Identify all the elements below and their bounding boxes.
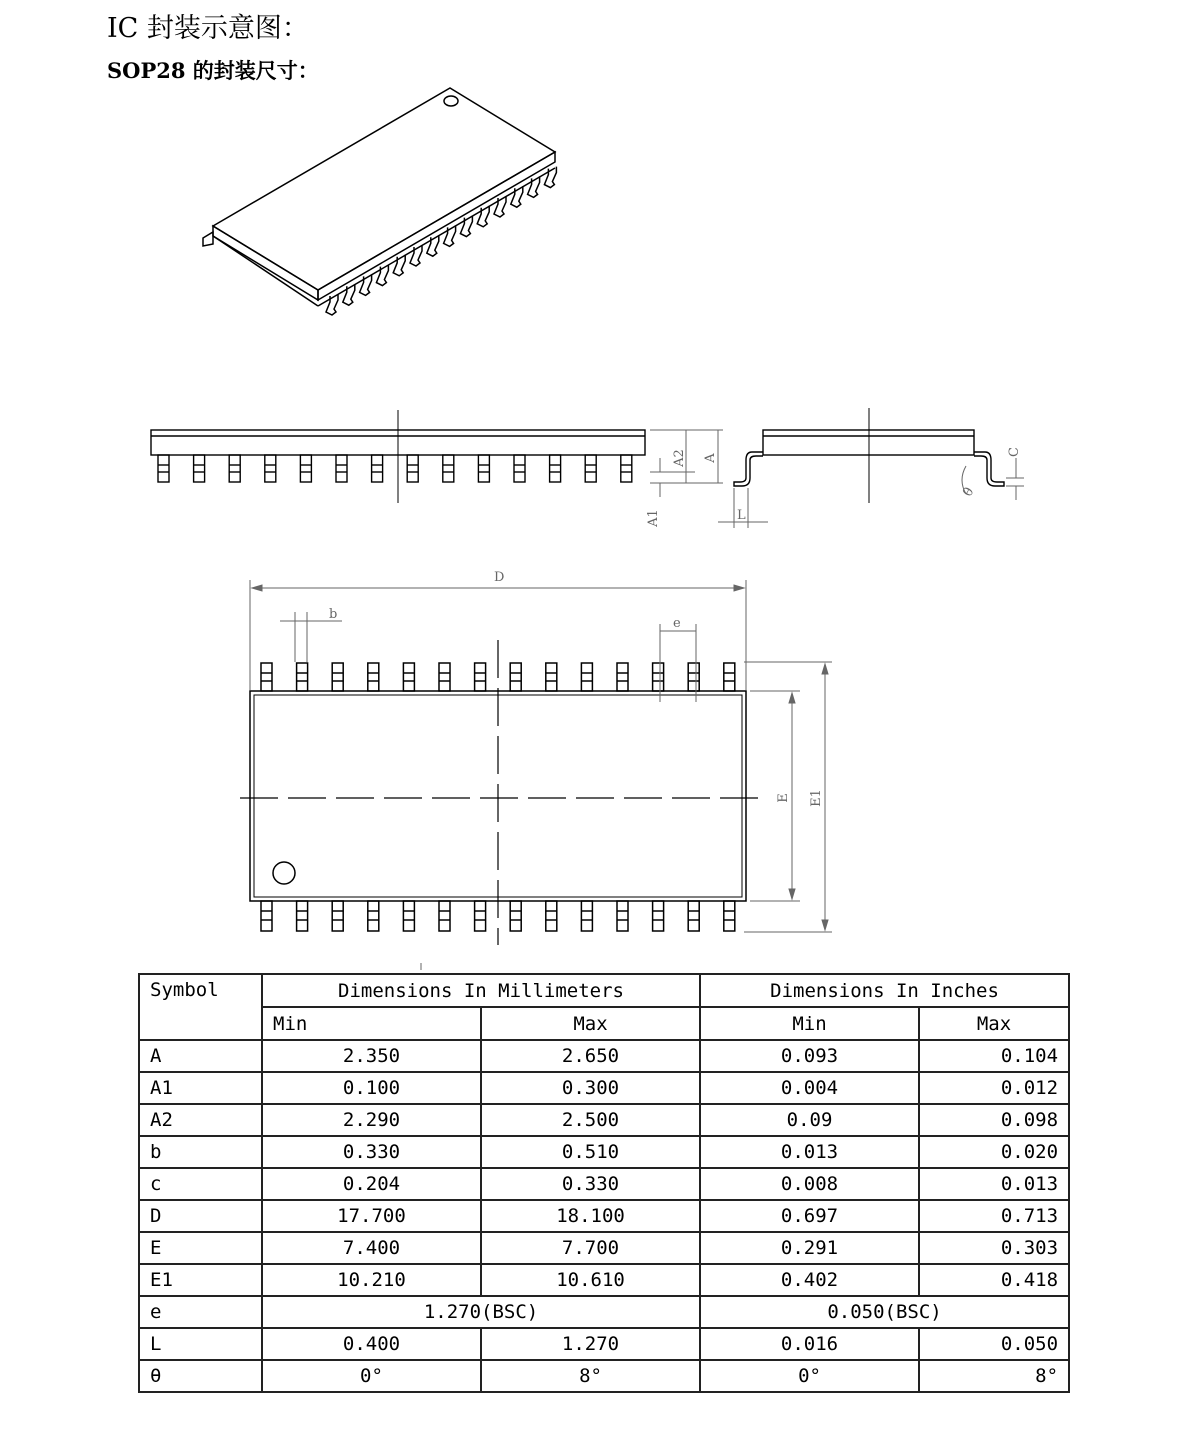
iso-pin1-dot xyxy=(444,96,458,106)
mm-min-cell: 2.290 xyxy=(262,1104,481,1136)
symbol-cell: E1 xyxy=(139,1264,262,1296)
inch-max-cell: 0.418 xyxy=(919,1264,1069,1296)
symbol-cell: A xyxy=(139,1040,262,1072)
symbol-cell: A2 xyxy=(139,1104,262,1136)
end-view-left-lead xyxy=(734,452,763,486)
inch-max-cell: 0.013 xyxy=(919,1168,1069,1200)
inch-min-cell: 0.697 xyxy=(700,1200,919,1232)
top-lead-lower xyxy=(403,901,414,931)
top-lead-upper xyxy=(510,663,521,691)
top-lead-upper xyxy=(653,663,664,691)
top-lead-lower xyxy=(617,901,628,931)
symbol-cell: e xyxy=(139,1296,262,1328)
mm-min-cell: 10.210 xyxy=(262,1264,481,1296)
mm-min-cell: 0.400 xyxy=(262,1328,481,1360)
symbol-cell: D xyxy=(139,1200,262,1232)
table-row xyxy=(139,1328,1069,1360)
top-lead-lower xyxy=(368,901,379,931)
iso-left-tab xyxy=(203,232,213,246)
mm-max-cell: 10.610 xyxy=(481,1264,700,1296)
table-row xyxy=(139,1072,1069,1104)
label-a1: A1 xyxy=(646,509,661,527)
top-lead-upper xyxy=(439,663,450,691)
label-e-body: E xyxy=(776,793,791,803)
top-lead-lower xyxy=(475,901,486,931)
mm-max-header: Max xyxy=(481,1007,700,1040)
symbol-cell: c xyxy=(139,1168,262,1200)
symbol-cell: θ xyxy=(139,1360,262,1392)
side-lead xyxy=(443,455,454,482)
mm-max-cell: 8° xyxy=(481,1360,700,1392)
iso-body-front-face xyxy=(318,152,555,300)
inch-max-cell: 0.104 xyxy=(919,1040,1069,1072)
mm-max-cell: 7.700 xyxy=(481,1232,700,1264)
side-lead xyxy=(158,455,169,482)
inch-max-cell: 0.012 xyxy=(919,1072,1069,1104)
mm-min-cell: 0.100 xyxy=(262,1072,481,1104)
inch-max-cell: 0.050 xyxy=(919,1328,1069,1360)
dimension-table xyxy=(138,973,1070,1393)
iso-lead xyxy=(494,196,506,217)
page-title: IC 封装示意图： xyxy=(107,13,309,44)
inch-min-cell: 0.013 xyxy=(700,1136,919,1168)
side-lead xyxy=(585,455,596,482)
top-lead-lower xyxy=(510,901,521,931)
mm-min-cell: 0° xyxy=(262,1360,481,1392)
top-lead-upper xyxy=(581,663,592,691)
top-lead-upper xyxy=(261,663,272,691)
inch-max-cell: 8° xyxy=(919,1360,1069,1392)
mm-min-cell: 0.204 xyxy=(262,1168,481,1200)
inch-max-cell: 0.020 xyxy=(919,1136,1069,1168)
inch-header: Dimensions In Inches xyxy=(700,974,1069,1007)
mm-min-header: Min xyxy=(262,1007,481,1040)
top-lead-upper xyxy=(403,663,414,691)
mm-bsc-cell: 1.270(BSC) xyxy=(262,1296,700,1328)
top-view xyxy=(240,640,758,945)
label-c: C xyxy=(1007,447,1022,457)
iso-lead xyxy=(528,176,540,197)
iso-body-left-face xyxy=(213,226,318,300)
mm-max-cell: 1.270 xyxy=(481,1328,700,1360)
label-e1: E1 xyxy=(809,789,824,807)
iso-lead xyxy=(511,186,523,207)
iso-body-top xyxy=(213,88,555,290)
label-a: A xyxy=(703,453,718,463)
mm-min-cell: 2.350 xyxy=(262,1040,481,1072)
symbol-cell: A1 xyxy=(139,1072,262,1104)
iso-body-base-left xyxy=(213,236,318,306)
table-row xyxy=(139,1040,1069,1072)
label-l: L xyxy=(737,508,746,523)
table-row xyxy=(139,1168,1069,1200)
end-view-right-lead xyxy=(974,452,1004,486)
mm-max-cell: 0.510 xyxy=(481,1136,700,1168)
top-lead-lower xyxy=(332,901,343,931)
label-d: D xyxy=(494,570,505,585)
side-view-leads xyxy=(158,455,632,482)
symbol-cell: b xyxy=(139,1136,262,1168)
pin1-marker xyxy=(273,862,295,884)
inch-max-header: Max xyxy=(919,1007,1069,1040)
top-lead-upper xyxy=(332,663,343,691)
top-lead-lower xyxy=(297,901,308,931)
top-lead-upper xyxy=(546,663,557,691)
inch-min-cell: 0.291 xyxy=(700,1232,919,1264)
side-lead xyxy=(514,455,525,482)
label-e-pitch: e xyxy=(673,616,681,631)
inch-min-cell: 0.008 xyxy=(700,1168,919,1200)
iso-lead xyxy=(544,167,556,188)
side-view xyxy=(151,410,645,503)
mm-max-cell: 0.330 xyxy=(481,1168,700,1200)
side-lead xyxy=(194,455,205,482)
top-lead-upper xyxy=(475,663,486,691)
top-lead-lower xyxy=(546,901,557,931)
side-lead xyxy=(265,455,276,482)
side-lead xyxy=(550,455,561,482)
table-row xyxy=(139,1296,1069,1328)
table-subheader-row xyxy=(139,1007,1069,1040)
inch-min-cell: 0° xyxy=(700,1360,919,1392)
end-view-dimensions xyxy=(718,458,1024,528)
inch-min-cell: 0.016 xyxy=(700,1328,919,1360)
top-lead-lower xyxy=(439,901,450,931)
inch-max-cell: 0.303 xyxy=(919,1232,1069,1264)
iso-body-base-front xyxy=(318,168,555,306)
inch-min-header: Min xyxy=(700,1007,919,1040)
table-header-row xyxy=(139,974,1069,1007)
mm-max-cell: 2.500 xyxy=(481,1104,700,1136)
inch-min-cell: 0.402 xyxy=(700,1264,919,1296)
top-lead-lower xyxy=(724,901,735,931)
table-row xyxy=(139,1232,1069,1264)
mm-min-cell: 17.700 xyxy=(262,1200,481,1232)
label-b: b xyxy=(329,607,338,622)
table-row xyxy=(139,1104,1069,1136)
table-row xyxy=(139,1264,1069,1296)
top-lead-upper xyxy=(368,663,379,691)
table-row xyxy=(139,1360,1069,1392)
top-lead-lower xyxy=(653,901,664,931)
side-lead xyxy=(336,455,347,482)
package-subtitle: SOP28 的封装尺寸： xyxy=(107,58,319,83)
inch-bsc-cell: 0.050(BSC) xyxy=(700,1296,1069,1328)
inch-max-cell: 0.713 xyxy=(919,1200,1069,1232)
top-lead-upper xyxy=(297,663,308,691)
top-lead-lower xyxy=(688,901,699,931)
side-lead xyxy=(229,455,240,482)
top-lead-upper xyxy=(688,663,699,691)
top-lead-upper xyxy=(617,663,628,691)
label-theta: θ xyxy=(960,485,978,500)
mm-max-cell: 2.650 xyxy=(481,1040,700,1072)
mm-max-cell: 0.300 xyxy=(481,1072,700,1104)
side-lead xyxy=(372,455,383,482)
symbol-header: Symbol xyxy=(139,974,262,1040)
inch-min-cell: 0.093 xyxy=(700,1040,919,1072)
inch-min-cell: 0.004 xyxy=(700,1072,919,1104)
mm-min-cell: 7.400 xyxy=(262,1232,481,1264)
table-row xyxy=(139,1200,1069,1232)
inch-min-cell: 0.09 xyxy=(700,1104,919,1136)
symbol-cell: L xyxy=(139,1328,262,1360)
mm-min-cell: 0.330 xyxy=(262,1136,481,1168)
side-lead xyxy=(621,455,632,482)
mm-header: Dimensions In Millimeters xyxy=(262,974,700,1007)
table-row xyxy=(139,1136,1069,1168)
top-lead-upper xyxy=(724,663,735,691)
top-lead-lower xyxy=(261,901,272,931)
side-lead xyxy=(478,455,489,482)
top-lead-lower xyxy=(581,901,592,931)
side-lead xyxy=(300,455,311,482)
inch-max-cell: 0.098 xyxy=(919,1104,1069,1136)
isometric-view xyxy=(203,88,556,315)
side-lead xyxy=(407,455,418,482)
symbol-cell: E xyxy=(139,1232,262,1264)
label-a2: A2 xyxy=(672,449,687,467)
mm-max-cell: 18.100 xyxy=(481,1200,700,1232)
